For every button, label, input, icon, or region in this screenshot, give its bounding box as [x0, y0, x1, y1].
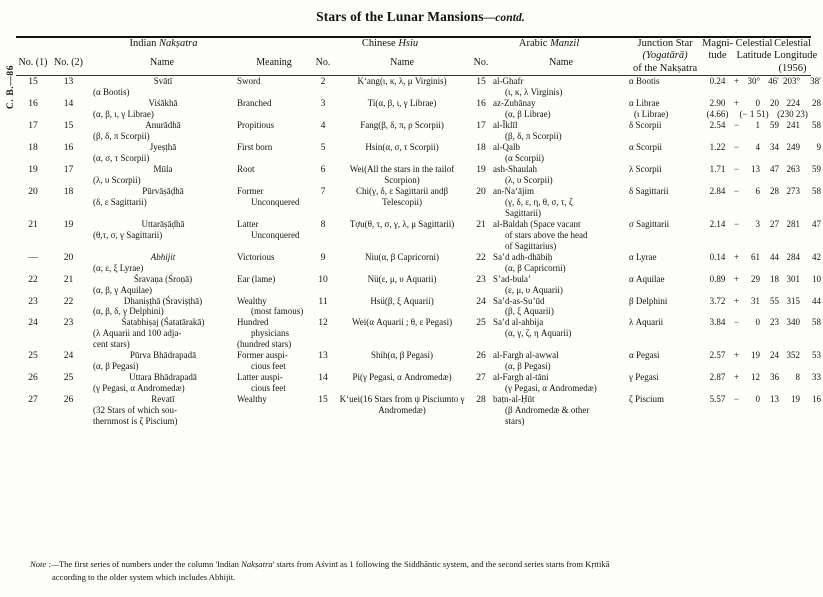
cell-indian-name: Uttarāṣāḍhā (θ,τ, σ, γ Sagittarii) [93, 218, 185, 240]
footnote-text-part1: The first series of numbers under the column 'Indian [58, 559, 242, 569]
cell-arabic-name: al-Ghafr (ι, κ, λ Virginis) [493, 76, 563, 98]
cell-celestial-latitude: − 13 47 [734, 163, 780, 174]
table-row [16, 274, 811, 296]
cell-celestial-latitude: − 0 13 [734, 394, 780, 405]
table-row [16, 296, 811, 318]
footnote [30, 558, 820, 584]
cell-chinese-name: Ti(α, β, ι, γ Librae) [367, 98, 437, 109]
cell-arabic-name: al-Qalb (α Scorpii) [493, 141, 545, 163]
table-row [16, 98, 811, 120]
cell-indian-name: Śravaṇa (Śroṇā) (α, β, γ Aquilae) [93, 273, 193, 295]
cell-no1: 20 [28, 185, 38, 197]
cell-arabic-no: 19 [476, 163, 486, 175]
group-indian-italic: Nakṣatra [158, 38, 198, 49]
title-suffix: —contd. [483, 12, 525, 24]
cell-no2: 20 [63, 251, 74, 263]
cell-arabic-name: Saʼd-as-Suʼūd (β, ξ Aquarii) [493, 295, 554, 317]
cell-arabic-no: 25 [476, 317, 486, 329]
cell-chinese-name: Niu(α, β Capricorni) [365, 251, 440, 262]
cell-celestial-latitude: − 6 28 [734, 185, 780, 196]
cell-no1: 15 [28, 76, 38, 88]
cell-no2: 14 [63, 98, 74, 110]
footnote-text-line2: according to the older system which includes Abhijit. [52, 571, 236, 582]
cell-celestial-longitude: 284 42 [786, 251, 822, 262]
cell-indian-name: Pūrvāṣāḍhā (δ, ε Sagittarii) [93, 185, 184, 207]
cell-no1: 25 [28, 350, 38, 362]
cell-chinese-no: 11 [318, 295, 328, 307]
table-row [16, 317, 811, 350]
cell-magnitude: 0.24 [709, 76, 726, 87]
cell-magnitude: 2.54 [709, 120, 726, 130]
cell-magnitude: 2.87 [709, 372, 726, 383]
page-title [0, 0, 823, 25]
cell-celestial-longitude: 340 58 [786, 317, 822, 328]
cell-chinese-name: Tợu(θ, τ, σ, γ, λ, μ Sagittarii) [349, 218, 455, 229]
cell-meaning: Ear (lame) [237, 273, 276, 284]
cell-chinese-name: Wei(α Aquarii ; θ, ε Pegasi) [352, 317, 453, 328]
group-header-arabic [469, 37, 629, 57]
cell-arabic-no: 26 [476, 350, 486, 362]
cell-arabic-no: 17 [476, 120, 486, 131]
cell-magnitude: 0.14 [709, 251, 726, 262]
cell-magnitude: 2.90 (4.66) [706, 98, 729, 120]
cell-magnitude: 0.89 [709, 273, 726, 284]
group-header-row [16, 37, 811, 57]
magnitude-line2: tude [708, 50, 727, 62]
cell-indian-name: Mūla (λ, υ Scorpii) [93, 163, 173, 185]
cell-junction-star: σ Sagittarii [629, 218, 670, 229]
cell-arabic-name: al-Īklīl (β, δ, π Scorpii) [493, 120, 562, 141]
cell-celestial-latitude: + 29 18 [734, 273, 780, 284]
cell-celestial-longitude: 301 10 [786, 273, 822, 284]
cell-no1: 24 [28, 317, 38, 329]
cell-chinese-no: 14 [318, 372, 328, 384]
group-arabic-plain: Arabic [518, 38, 551, 49]
cell-indian-name: Revatī (32 Stars of which sou- thernmost is ζ Piscium) [93, 394, 178, 427]
footnote-text-italic: Nakṣatra [241, 559, 273, 569]
cell-junction-star: β Delphini [629, 295, 668, 306]
cell-meaning: First born [237, 141, 273, 152]
cell-arabic-no: 24 [476, 295, 486, 307]
cell-no2: 19 [63, 218, 74, 230]
cell-meaning: Former auspi- cious feet [237, 350, 288, 372]
cell-magnitude: 3.84 [709, 317, 726, 328]
cell-celestial-longitude: 352 53 [786, 350, 822, 361]
junction-line1: Junction Star [637, 38, 693, 49]
group-indian-plain: Indian [129, 38, 159, 49]
cell-meaning: Wealthy [237, 394, 267, 405]
cell-meaning: Former Unconquered [237, 185, 300, 207]
cell-junction-star: λ Scorpii [629, 163, 662, 174]
cell-junction-star: α Lyrae [629, 251, 657, 262]
cell-arabic-name: Sʼad-bulaʼ (ε, μ, υ Aquarii) [493, 273, 563, 295]
group-chinese-plain: Chinese [361, 38, 399, 49]
longitude-line2: Longitude [774, 50, 818, 62]
cell-meaning: Root [237, 163, 255, 174]
cell-meaning: Latter auspi- cious feet [237, 372, 286, 394]
group-header-indian [16, 37, 311, 57]
column-header-chinese-name: Name [390, 57, 414, 69]
cell-chinese-no: 4 [320, 120, 326, 131]
column-header-no2: No. (2) [54, 57, 83, 69]
table-row [16, 142, 811, 164]
cell-magnitude: 1.71 [709, 163, 726, 174]
junction-line2: (Yogatārā) [642, 50, 688, 62]
footnote-label: Note :— [30, 559, 59, 569]
cell-no2: 23 [63, 317, 74, 329]
margin-signature: C. B.—86 [6, 64, 16, 110]
longitude-line1: Celestial [774, 38, 811, 49]
cell-chinese-name: Chi(γ, δ, ε Sagittarii andβ Telescopii) [355, 185, 449, 207]
cell-indian-name: Dhaniṣṭhā (Śraviṣṭhā) (α, β, δ, γ Delphini) [93, 295, 203, 317]
cell-meaning: Sword [237, 76, 261, 87]
cell-magnitude: 5.57 [709, 394, 726, 405]
cell-indian-name: Pūrva Bhādrapadā (α, β Pegasi) [93, 350, 197, 372]
group-chinese-italic: Hsiu [398, 38, 419, 49]
table-row [16, 394, 811, 427]
cell-arabic-name: al-Fargh al-awwal (α, β Pegasi) [493, 350, 559, 372]
cell-arabic-no: 23 [476, 273, 486, 285]
cell-no1: 19 [28, 163, 38, 175]
column-header-no1: No. (1) [18, 57, 48, 69]
cell-arabic-name: baṭn-al-Ḥūt (β Andromedæ & other stars) [493, 394, 590, 427]
cell-junction-star: α Aquilae [629, 273, 665, 284]
magnitude-line1: Magni- [702, 38, 733, 49]
cell-no2: 18 [63, 185, 74, 197]
cell-chinese-no: 2 [320, 76, 326, 88]
cell-no1: 26 [28, 372, 38, 384]
cell-celestial-latitude: − 3 27 [734, 218, 780, 229]
cell-celestial-longitude: 19 16 [791, 394, 822, 405]
cell-arabic-name: az-Zubānay (α, β Librae) [493, 98, 551, 120]
cell-no2: 22 [63, 295, 74, 307]
table-row [16, 164, 811, 186]
table-row [16, 219, 811, 252]
cell-no1: 18 [28, 141, 38, 153]
cell-no1: 17 [28, 120, 38, 131]
cell-chinese-name: Kʻang(ι, κ, λ, μ Virginis) [357, 76, 447, 87]
cell-celestial-latitude: + 31 55 [734, 295, 780, 306]
cell-arabic-no: 21 [476, 218, 486, 230]
cell-indian-name: Uttara Bhādrapadā (γ Pegasi, α Andromedæ) [93, 372, 197, 394]
cell-indian-name: Anurādhā (β, δ, π Scorpii) [93, 120, 181, 141]
cell-no2: 13 [63, 76, 74, 88]
cell-arabic-no: 22 [476, 251, 486, 263]
cell-meaning: Branched [237, 98, 272, 109]
column-header-celestial-longitude [774, 37, 818, 76]
cell-no2: 26 [63, 394, 74, 406]
cell-no2: 24 [63, 350, 74, 362]
lunar-mansions-table-wrapper [16, 36, 822, 427]
table-head [16, 37, 818, 76]
table-row [16, 120, 811, 142]
cell-chinese-name: Hsin(α, σ, τ Scorpii) [365, 141, 439, 152]
cell-indian-name: Viśākhā (α, β, ι, γ Librae) [93, 98, 178, 120]
cell-celestial-latitude: + 61 44 [734, 251, 780, 262]
cell-chinese-name: Wei(All the stars in the tailof Scorpion) [349, 163, 455, 185]
cell-arabic-no: 16 [476, 98, 486, 110]
column-header-arabic-no: No. [473, 57, 489, 69]
group-arabic-italic: Manzil [550, 38, 580, 49]
cell-celestial-longitude: 224 28 (230 23) [777, 98, 822, 120]
cell-junction-star: δ Sagittarii [629, 185, 669, 196]
cell-celestial-longitude: 8 33 [795, 372, 822, 383]
cell-chinese-no: 3 [320, 98, 326, 110]
table-row [16, 372, 811, 394]
group-header-chinese [311, 37, 469, 57]
cell-celestial-latitude: − 1 59 [734, 120, 780, 130]
cell-no1: 27 [28, 394, 38, 406]
cell-arabic-no: 28 [476, 394, 486, 406]
cell-chinese-name: Shih(α, β Pegasi) [371, 350, 434, 361]
cell-celestial-longitude: 263 59 [786, 163, 822, 174]
cell-arabic-name: Saʼd al-ahbija (α, γ, ζ, η Aquarii) [493, 317, 572, 339]
cell-no1: — [28, 251, 38, 263]
cell-junction-star: α Librae (ι Librae) [629, 98, 669, 120]
cell-arabic-name: Saʼd adh-dhābiḥ (α, β Capricorni) [493, 251, 566, 273]
cell-celestial-longitude: 273 58 [786, 185, 822, 196]
column-header-junction-star [629, 37, 701, 76]
cell-arabic-name: ash-Shaulah (λ, υ Scorpii) [493, 163, 553, 185]
longitude-line3: (1956) [778, 62, 807, 74]
cell-chinese-no: 6 [320, 163, 326, 175]
cell-celestial-latitude: + 19 24 [734, 350, 780, 361]
column-header-arabic-name: Name [549, 57, 573, 69]
cell-meaning: Wealthy (most famous) [237, 295, 304, 317]
cell-indian-name: Jyeṣṭhā (α, σ, τ Scorpii) [93, 141, 177, 163]
cell-celestial-latitude: + 12 36 [734, 372, 780, 383]
cell-arabic-name: an-Naʻājim (γ, δ, ε, η, θ, σ, τ, ζ Sagittarii) [493, 185, 573, 218]
cell-celestial-longitude: 249 9 [786, 141, 822, 152]
latitude-line2: Latitude [736, 50, 772, 62]
cell-chinese-name: Nü(ε, μ, υ Aquarii) [367, 273, 437, 284]
cell-junction-star: γ Pegasi [629, 372, 659, 383]
column-header-chinese-no: No. [315, 57, 331, 69]
cell-meaning: Victorious [237, 251, 275, 262]
cell-no1: 16 [28, 98, 38, 110]
table-row [16, 186, 811, 219]
cell-chinese-no: 9 [320, 251, 326, 263]
cell-chinese-no: 12 [318, 317, 328, 329]
cell-chinese-name: Pi(γ Pegasi, α Andromedæ) [352, 372, 452, 383]
cell-celestial-latitude: + 30° 46′ [734, 76, 780, 87]
cell-indian-name: Abhijit (α, ε, ξ Lyrae) [93, 251, 176, 273]
column-header-celestial-latitude [734, 37, 774, 76]
table-row [16, 252, 811, 274]
cell-indian-name: Śatabhiṣaj (Śatatārakā) (λ Aquarii and 100 adja- cent stars) [93, 317, 205, 350]
cell-celestial-latitude: − 4 34 [734, 141, 780, 152]
cell-magnitude: 3.72 [709, 295, 726, 306]
cell-arabic-name: al-Baldah (Space vacant of stars above the head of Sagittarius) [493, 218, 588, 251]
cell-no1: 23 [28, 295, 38, 307]
cell-junction-star: α Scorpii [629, 141, 663, 152]
cell-magnitude: 2.84 [709, 185, 726, 196]
cell-junction-star: α Bootis [629, 76, 660, 87]
cell-arabic-no: 15 [476, 76, 486, 88]
cell-no2: 21 [63, 273, 74, 285]
cell-celestial-longitude: 281 47 [786, 218, 822, 229]
cell-magnitude: 2.14 [709, 218, 726, 229]
cell-arabic-name: al-Fargh al-tāni (γ Pegasi, α Andromedæ) [493, 372, 597, 394]
cell-no2: 15 [63, 120, 74, 131]
cell-celestial-latitude: + 0 20 (− 1 51) [734, 98, 780, 120]
cell-chinese-name: Fang(β, δ, π, ρ Scorpii) [360, 120, 444, 130]
junction-line3: of the Nakṣatra [632, 62, 698, 74]
cell-arabic-no: 20 [476, 185, 486, 197]
cell-chinese-no: 13 [318, 350, 328, 362]
cell-no2: 25 [63, 372, 74, 384]
cell-chinese-no: 10 [318, 273, 328, 285]
lunar-mansions-table [16, 36, 822, 427]
cell-junction-star: α Pegasi [629, 350, 660, 361]
cell-chinese-no: 7 [320, 185, 326, 197]
column-header-magnitude [701, 37, 734, 76]
cell-chinese-no: 5 [320, 141, 326, 153]
cell-chinese-no: 8 [320, 218, 326, 230]
cell-no1: 21 [28, 218, 38, 230]
cell-no2: 17 [63, 163, 74, 175]
cell-magnitude: 2.57 [709, 350, 726, 361]
cell-meaning: Hundred physicians (hundred stars) [237, 317, 292, 350]
cell-celestial-longitude: 315 44 [786, 295, 822, 306]
cell-magnitude: 1.22 [709, 141, 726, 152]
latitude-line1: Celestial [735, 38, 773, 49]
footnote-text-part2: ' starts from Aśvinī as 1 following the Siddhāntic system, and the second series starts from Kṛttikā [272, 559, 610, 569]
cell-indian-name: Svātī (α Bootis) [93, 76, 173, 98]
table-row [16, 350, 811, 372]
cell-chinese-no: 15 [318, 394, 328, 406]
cell-junction-star: λ Aquarii [629, 317, 664, 328]
title-main: Stars of the Lunar Mansions [316, 9, 484, 24]
cell-no1: 22 [28, 273, 38, 285]
table-row [16, 76, 811, 98]
column-header-meaning: Meaning [256, 57, 292, 69]
cell-celestial-longitude: 203° 38′ [782, 76, 822, 87]
cell-junction-star: δ Scorpii [629, 120, 662, 130]
cell-celestial-latitude: − 0 23 [734, 317, 780, 328]
cell-meaning: Latter Unconquered [237, 218, 300, 240]
table-body [16, 76, 822, 428]
cell-meaning: Propitious [237, 120, 275, 130]
cell-no2: 16 [63, 141, 74, 153]
cell-celestial-longitude: 241 58 [786, 120, 822, 130]
column-header-indian-name: Name [150, 57, 174, 69]
cell-arabic-no: 27 [476, 372, 486, 384]
cell-junction-star: ζ Piscium [629, 394, 665, 405]
cell-chinese-name: Hsü(β, ξ Aquarii) [370, 295, 434, 306]
cell-arabic-no: 18 [476, 141, 486, 153]
cell-chinese-name: Kʻuei(16 Stars from ψ Pisciumto γ Andromedæ) [339, 394, 465, 416]
